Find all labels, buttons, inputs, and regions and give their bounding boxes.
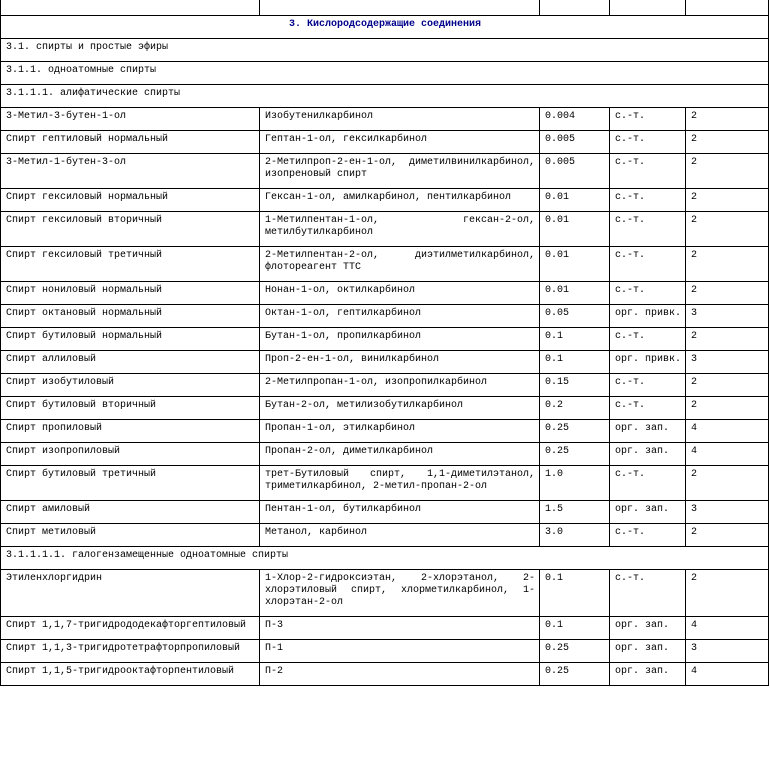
cell-name: Спирт бутиловый вторичный [1, 397, 260, 420]
cell-name: Спирт 1,1,5-тригидрооктафторпентиловый [1, 663, 260, 686]
cell-synonyms: 2-Метилпентан-2-ол, диэтилметилкарбинол, флотореагент ТТС [260, 247, 540, 282]
table-row [1, 212, 769, 247]
section-row [1, 39, 769, 62]
table-row [1, 663, 769, 686]
cell-synonyms: 1-Хлор-2-гидроксиэтан, 2-хлорэтанол, 2-хлорэтиловый спирт, хлорметилкарбинол, 1-хлорэтан-2-ол [260, 570, 540, 617]
cell-hazard-indicator: орг. зап. [610, 663, 686, 686]
cell-value: 0.25 [540, 420, 610, 443]
cell-hazard-class: 3 [686, 351, 769, 374]
section-title: 3. Кислородсодержащие соединения [1, 16, 769, 39]
cell-hazard-class: 2 [686, 328, 769, 351]
cell-value: 0.005 [540, 131, 610, 154]
cell-hazard-indicator: с.-т. [610, 108, 686, 131]
cell-value: 0.05 [540, 305, 610, 328]
cell-hazard-class: 2 [686, 154, 769, 189]
cell-name: Спирт аллиловый [1, 351, 260, 374]
cell-hazard-class: 2 [686, 108, 769, 131]
cell-hazard-indicator: с.-т. [610, 328, 686, 351]
cell-hazard-class: 4 [686, 443, 769, 466]
cell-synonyms: Октан-1-ол, гептилкарбинол [260, 305, 540, 328]
cell-hazard-indicator: орг. зап. [610, 443, 686, 466]
cell-synonyms: Пропан-2-ол, диметилкарбинол [260, 443, 540, 466]
cell-value: 0.1 [540, 570, 610, 617]
cell-name: Спирт 1,1,3-тригидротетрафторпропиловый [1, 640, 260, 663]
cell-name: Спирт амиловый [1, 501, 260, 524]
section-heading: 3.1.1.1. алифатические спирты [1, 85, 769, 108]
cell-name: Спирт октановый нормальный [1, 305, 260, 328]
cell-name: Спирт изобутиловый [1, 374, 260, 397]
table-row [1, 570, 769, 617]
cell-hazard-indicator: орг. зап. [610, 617, 686, 640]
cell-name: 3-Метил-1-бутен-3-ол [1, 154, 260, 189]
cell-hazard-indicator: с.-т. [610, 570, 686, 617]
cell-name: Спирт бутиловый третичный [1, 466, 260, 501]
cell-hazard-indicator: с.-т. [610, 282, 686, 305]
cell-hazard-indicator: с.-т. [610, 189, 686, 212]
table-row [1, 131, 769, 154]
cell-value: 0.1 [540, 328, 610, 351]
cell-synonyms: Нонан-1-ол, октилкарбинол [260, 282, 540, 305]
table-row [1, 617, 769, 640]
cell-name: Этиленхлоргидрин [1, 570, 260, 617]
cell-name: Спирт пропиловый [1, 420, 260, 443]
table-row [1, 374, 769, 397]
cell-hazard-class: 2 [686, 570, 769, 617]
cell-synonyms: Проп-2-ен-1-ол, винилкарбинол [260, 351, 540, 374]
cell-synonyms: Бутан-1-ол, пропилкарбинол [260, 328, 540, 351]
cell-hazard-class: 2 [686, 374, 769, 397]
cell-hazard-indicator: с.-т. [610, 154, 686, 189]
cell-name: Спирт гексиловый вторичный [1, 212, 260, 247]
table-row [1, 282, 769, 305]
cell-synonyms: Пентан-1-ол, бутилкарбинол [260, 501, 540, 524]
cell-hazard-class: 3 [686, 501, 769, 524]
table-row [1, 351, 769, 374]
cell-hazard-indicator: с.-т. [610, 397, 686, 420]
cell-name: Спирт метиловый [1, 524, 260, 547]
cell-hazard-class: 2 [686, 466, 769, 501]
cell-hazard-indicator: с.-т. [610, 374, 686, 397]
cell-hazard-indicator [610, 0, 686, 16]
cell-synonyms: Изобутенилкарбинол [260, 108, 540, 131]
cell-hazard-indicator: с.-т. [610, 247, 686, 282]
cell-value: 0.01 [540, 212, 610, 247]
section-row [1, 547, 769, 570]
cell-synonyms: трет-Бутиловый спирт, 1,1-диметилэтанол, триметилкарбинол, 2-метил-пропан-2-ол [260, 466, 540, 501]
cell-hazard-indicator: орг. зап. [610, 420, 686, 443]
cell-value: 0.01 [540, 247, 610, 282]
cell-synonyms: П-1 [260, 640, 540, 663]
cell-synonyms: П-2 [260, 663, 540, 686]
cell-synonyms [260, 0, 540, 16]
table-row [1, 420, 769, 443]
cell-name: Спирт гептиловый нормальный [1, 131, 260, 154]
section-row [1, 62, 769, 85]
table-row [1, 305, 769, 328]
cell-hazard-indicator: орг. зап. [610, 640, 686, 663]
cell-hazard-indicator: орг. привк. [610, 305, 686, 328]
cell-value: 0.25 [540, 640, 610, 663]
cell-value: 0.01 [540, 189, 610, 212]
cell-synonyms: 1-Метилпентан-1-ол, гексан-2-ол, метилбутилкарбинол [260, 212, 540, 247]
section-title-row [1, 16, 769, 39]
cell-name: Спирт гексиловый третичный [1, 247, 260, 282]
table-row [1, 443, 769, 466]
cell-synonyms: Гептан-1-ол, гексилкарбинол [260, 131, 540, 154]
cell-hazard-class: 2 [686, 212, 769, 247]
cell-name: Спирт нониловый нормальный [1, 282, 260, 305]
cell-hazard-class [686, 0, 769, 16]
table-row [1, 501, 769, 524]
cell-hazard-class: 2 [686, 189, 769, 212]
table-row [1, 640, 769, 663]
cell-hazard-class: 2 [686, 524, 769, 547]
cell-name: 3-Метил-3-бутен-1-ол [1, 108, 260, 131]
cell-synonyms: 2-Метилпропан-1-ол, изопропилкарбинол [260, 374, 540, 397]
table-row [1, 466, 769, 501]
cell-synonyms: Бутан-2-ол, метилизобутилкарбинол [260, 397, 540, 420]
cell-synonyms: Метанол, карбинол [260, 524, 540, 547]
table-row [1, 524, 769, 547]
table-row [1, 328, 769, 351]
table-row [1, 154, 769, 189]
section-row [1, 85, 769, 108]
cell-value: 0.25 [540, 443, 610, 466]
cell-name: Спирт гексиловый нормальный [1, 189, 260, 212]
cell-value: 0.005 [540, 154, 610, 189]
cell-synonyms: 2-Метилпроп-2-ен-1-ол, диметилвинилкарбинол, изопреновый спирт [260, 154, 540, 189]
cell-value: 0.1 [540, 351, 610, 374]
cell-hazard-class: 3 [686, 640, 769, 663]
cell-hazard-indicator: орг. зап. [610, 501, 686, 524]
cell-synonyms: Пропан-1-ол, этилкарбинол [260, 420, 540, 443]
cell-value: 0.15 [540, 374, 610, 397]
cell-value: 0.1 [540, 617, 610, 640]
table-body [1, 0, 769, 686]
cell-synonyms: П-3 [260, 617, 540, 640]
table-row [1, 397, 769, 420]
cell-value: 1.0 [540, 466, 610, 501]
cell-hazard-class: 4 [686, 663, 769, 686]
cell-value: 3.0 [540, 524, 610, 547]
section-heading: 3.1.1. одноатомные спирты [1, 62, 769, 85]
cell-hazard-class: 2 [686, 247, 769, 282]
cell-value: 0.25 [540, 663, 610, 686]
cell-hazard-class: 3 [686, 305, 769, 328]
cell-hazard-indicator: с.-т. [610, 212, 686, 247]
cell-hazard-class: 2 [686, 131, 769, 154]
cell-hazard-indicator: орг. привк. [610, 351, 686, 374]
section-heading: 3.1.1.1.1. галогензамещенные одноатомные спирты [1, 547, 769, 570]
cell-name: Спирт изопропиловый [1, 443, 260, 466]
cell-hazard-class: 2 [686, 397, 769, 420]
cell-synonyms: Гексан-1-ол, амилкарбинол, пентилкарбинол [260, 189, 540, 212]
cell-name: Спирт 1,1,7-тригидрододекафторгептиловый [1, 617, 260, 640]
table-row [1, 189, 769, 212]
cell-value: 1.5 [540, 501, 610, 524]
cell-value [540, 0, 610, 16]
cell-hazard-class: 2 [686, 282, 769, 305]
cell-value: 0.01 [540, 282, 610, 305]
cell-hazard-indicator: с.-т. [610, 466, 686, 501]
cell-hazard-indicator: с.-т. [610, 131, 686, 154]
section-heading: 3.1. спирты и простые эфиры [1, 39, 769, 62]
cell-hazard-class: 4 [686, 617, 769, 640]
cell-hazard-class: 4 [686, 420, 769, 443]
cell-name: Спирт бутиловый нормальный [1, 328, 260, 351]
table-row [1, 247, 769, 282]
cell-hazard-indicator: с.-т. [610, 524, 686, 547]
cell-value: 0.004 [540, 108, 610, 131]
cell-name [1, 0, 260, 16]
table-row-top-fragment [1, 0, 769, 16]
table-row [1, 108, 769, 131]
cell-value: 0.2 [540, 397, 610, 420]
